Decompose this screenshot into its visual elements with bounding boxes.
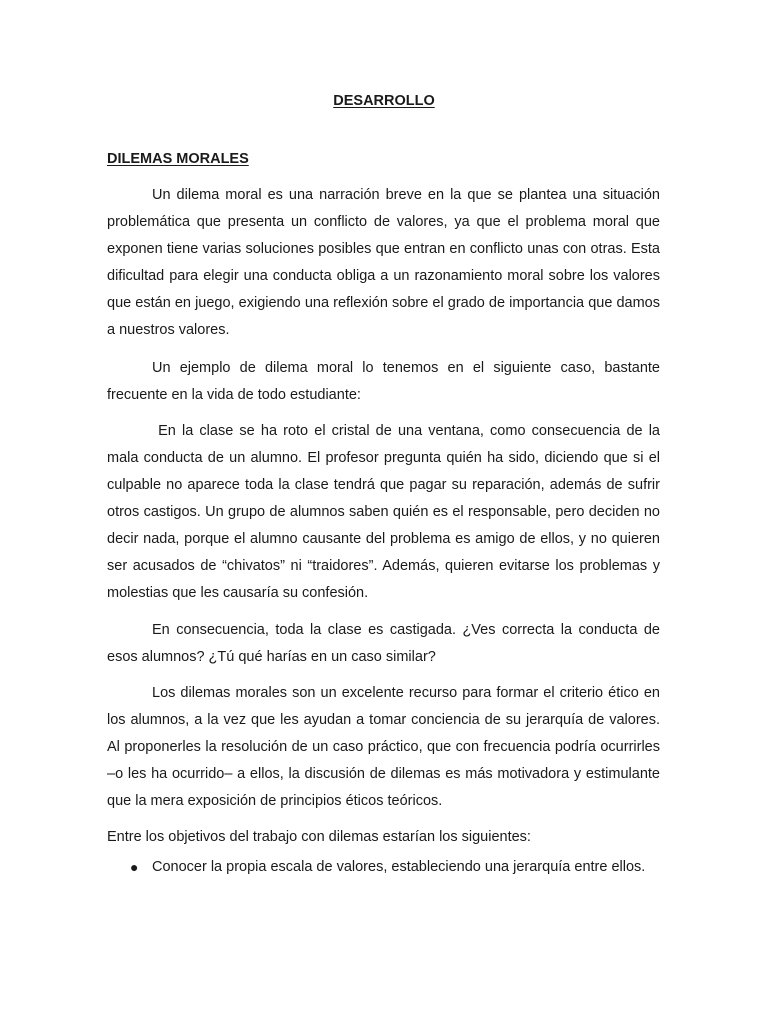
objectives-list	[107, 854, 660, 881]
list-item-text: Conocer la propia escala de valores, estableciendo una jerarquía entre ellos.	[152, 859, 646, 875]
paragraph-benefits: Los dilemas morales son un excelente recurso para formar el criterio ético en los alumnos, a la vez que les ayudan a tomar conciencia de su jerarquía de valores. Al proponerles la resolución de un caso práctico, que con frecuencia podría ocurrirles –o les ha ocurrido– a ellos, la discusión de dilemas es más motivadora y estimulante que la mera exposición de principios éticos teóricos.	[107, 685, 660, 809]
paragraph-definition: Un dilema moral es una narración breve en la que se plantea una situación problemática que presenta un conflicto de valores, ya que el problema moral que exponen tiene varias soluciones posibles que entran en conflicto unas con otras. Esta dificultad para elegir una conducta obliga a un razonamiento moral sobre los valores que están en juego, exigiendo una reflexión sobre el grado de importancia que damos a nuestros valores.	[107, 187, 660, 338]
paragraph-objectives-intro: Entre los objetivos del trabajo con dilemas estarían los siguientes:	[107, 829, 531, 845]
document-title-text: DESARROLLO	[333, 93, 435, 109]
paragraph-example-case: En la clase se ha roto el cristal de una ventana, como consecuencia de la mala conducta de un alumno. El profesor pregunta quién ha sido, diciendo que si el culpable no aparece toda la clase tendrá que pagar su reparación, además de sufrir otros castigos. Un grupo de alumnos saben quién es el responsable, pero deciden no decir nada, porque el alumno causante del problema es amigo de ellos, y no quieren ser acusados de “chivatos” ni “traidores”. Además, quieren evitarse los problemas y molestias que les causaría su confesión.	[107, 423, 665, 601]
section-heading: DILEMAS MORALES	[107, 151, 249, 167]
bullet-icon: ●	[130, 859, 139, 875]
paragraph-example-intro: Un ejemplo de dilema moral lo tenemos en el siguiente caso, bastante frecuente en la vida de todo estudiante:	[107, 360, 660, 403]
paragraph-consequence: En consecuencia, toda la clase es castigada. ¿Ves correcta la conducta de esos alumnos? ¿Tú qué harías en un caso similar?	[107, 622, 660, 665]
list-item	[107, 854, 660, 881]
document-title	[0, 91, 768, 111]
